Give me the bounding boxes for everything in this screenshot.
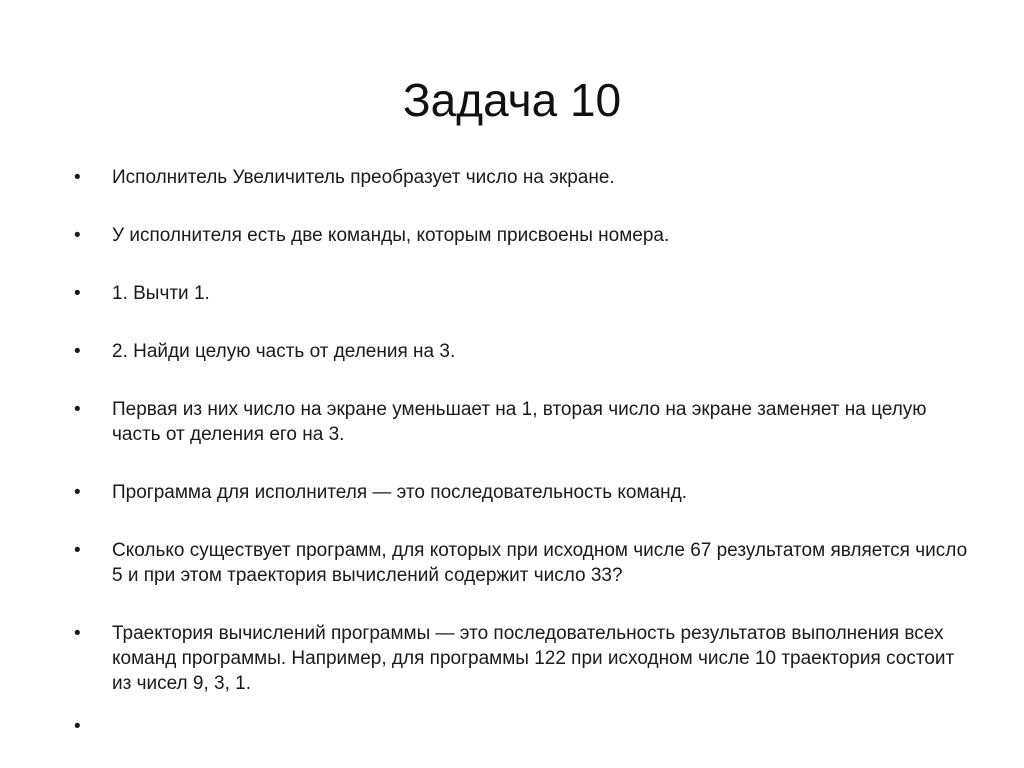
bullet-text: Сколько существует программ, для которых при исходном числе 67 результатом является число 5 и при этом траектория вычислений содержит число 33? [112,540,968,586]
bullet-dot-icon: • [74,716,81,737]
bullet-text: Траектория вычислений программы — это последовательность результатов выполнения всех команд программы. Например, для программы 122 при исходном числе 10 траектория состоит из чисел 9, 3, 1. [112,623,955,694]
bullet-dot-icon: • [74,399,81,420]
bullet-item [74,621,974,696]
bullet-dot-icon: • [74,167,81,188]
bullet-text: 1. Вычти 1. [112,283,210,304]
bullet-item [74,397,974,447]
bullet-text: Программа для исполнителя — это последовательность команд. [112,482,687,503]
bullet-dot-icon: • [74,283,81,304]
bullet-dot-icon: • [74,540,81,561]
slide-title: Задача 10 [402,74,622,126]
bullet-item [74,165,974,190]
bullet-text: Первая из них число на экране уменьшает на 1, вторая число на экране заменяет на целую часть от деления его на 3. [112,399,927,445]
bullet-text: Исполнитель Увеличитель преобразует число на экране. [112,167,615,188]
bullet-item [74,339,974,364]
bullet-item-empty [74,714,974,739]
bullet-item [74,281,974,306]
bullet-list [74,165,974,739]
bullet-dot-icon: • [74,225,81,246]
bullet-item [74,480,974,505]
bullet-text: У исполнителя есть две команды, которым присвоены номера. [112,225,670,246]
bullet-dot-icon: • [74,482,81,503]
bullet-dot-icon: • [74,341,81,362]
bullet-dot-icon: • [74,623,81,644]
bullet-item [74,538,974,588]
bullet-item [74,223,974,248]
bullet-text: 2. Найди целую часть от деления на 3. [112,341,456,362]
